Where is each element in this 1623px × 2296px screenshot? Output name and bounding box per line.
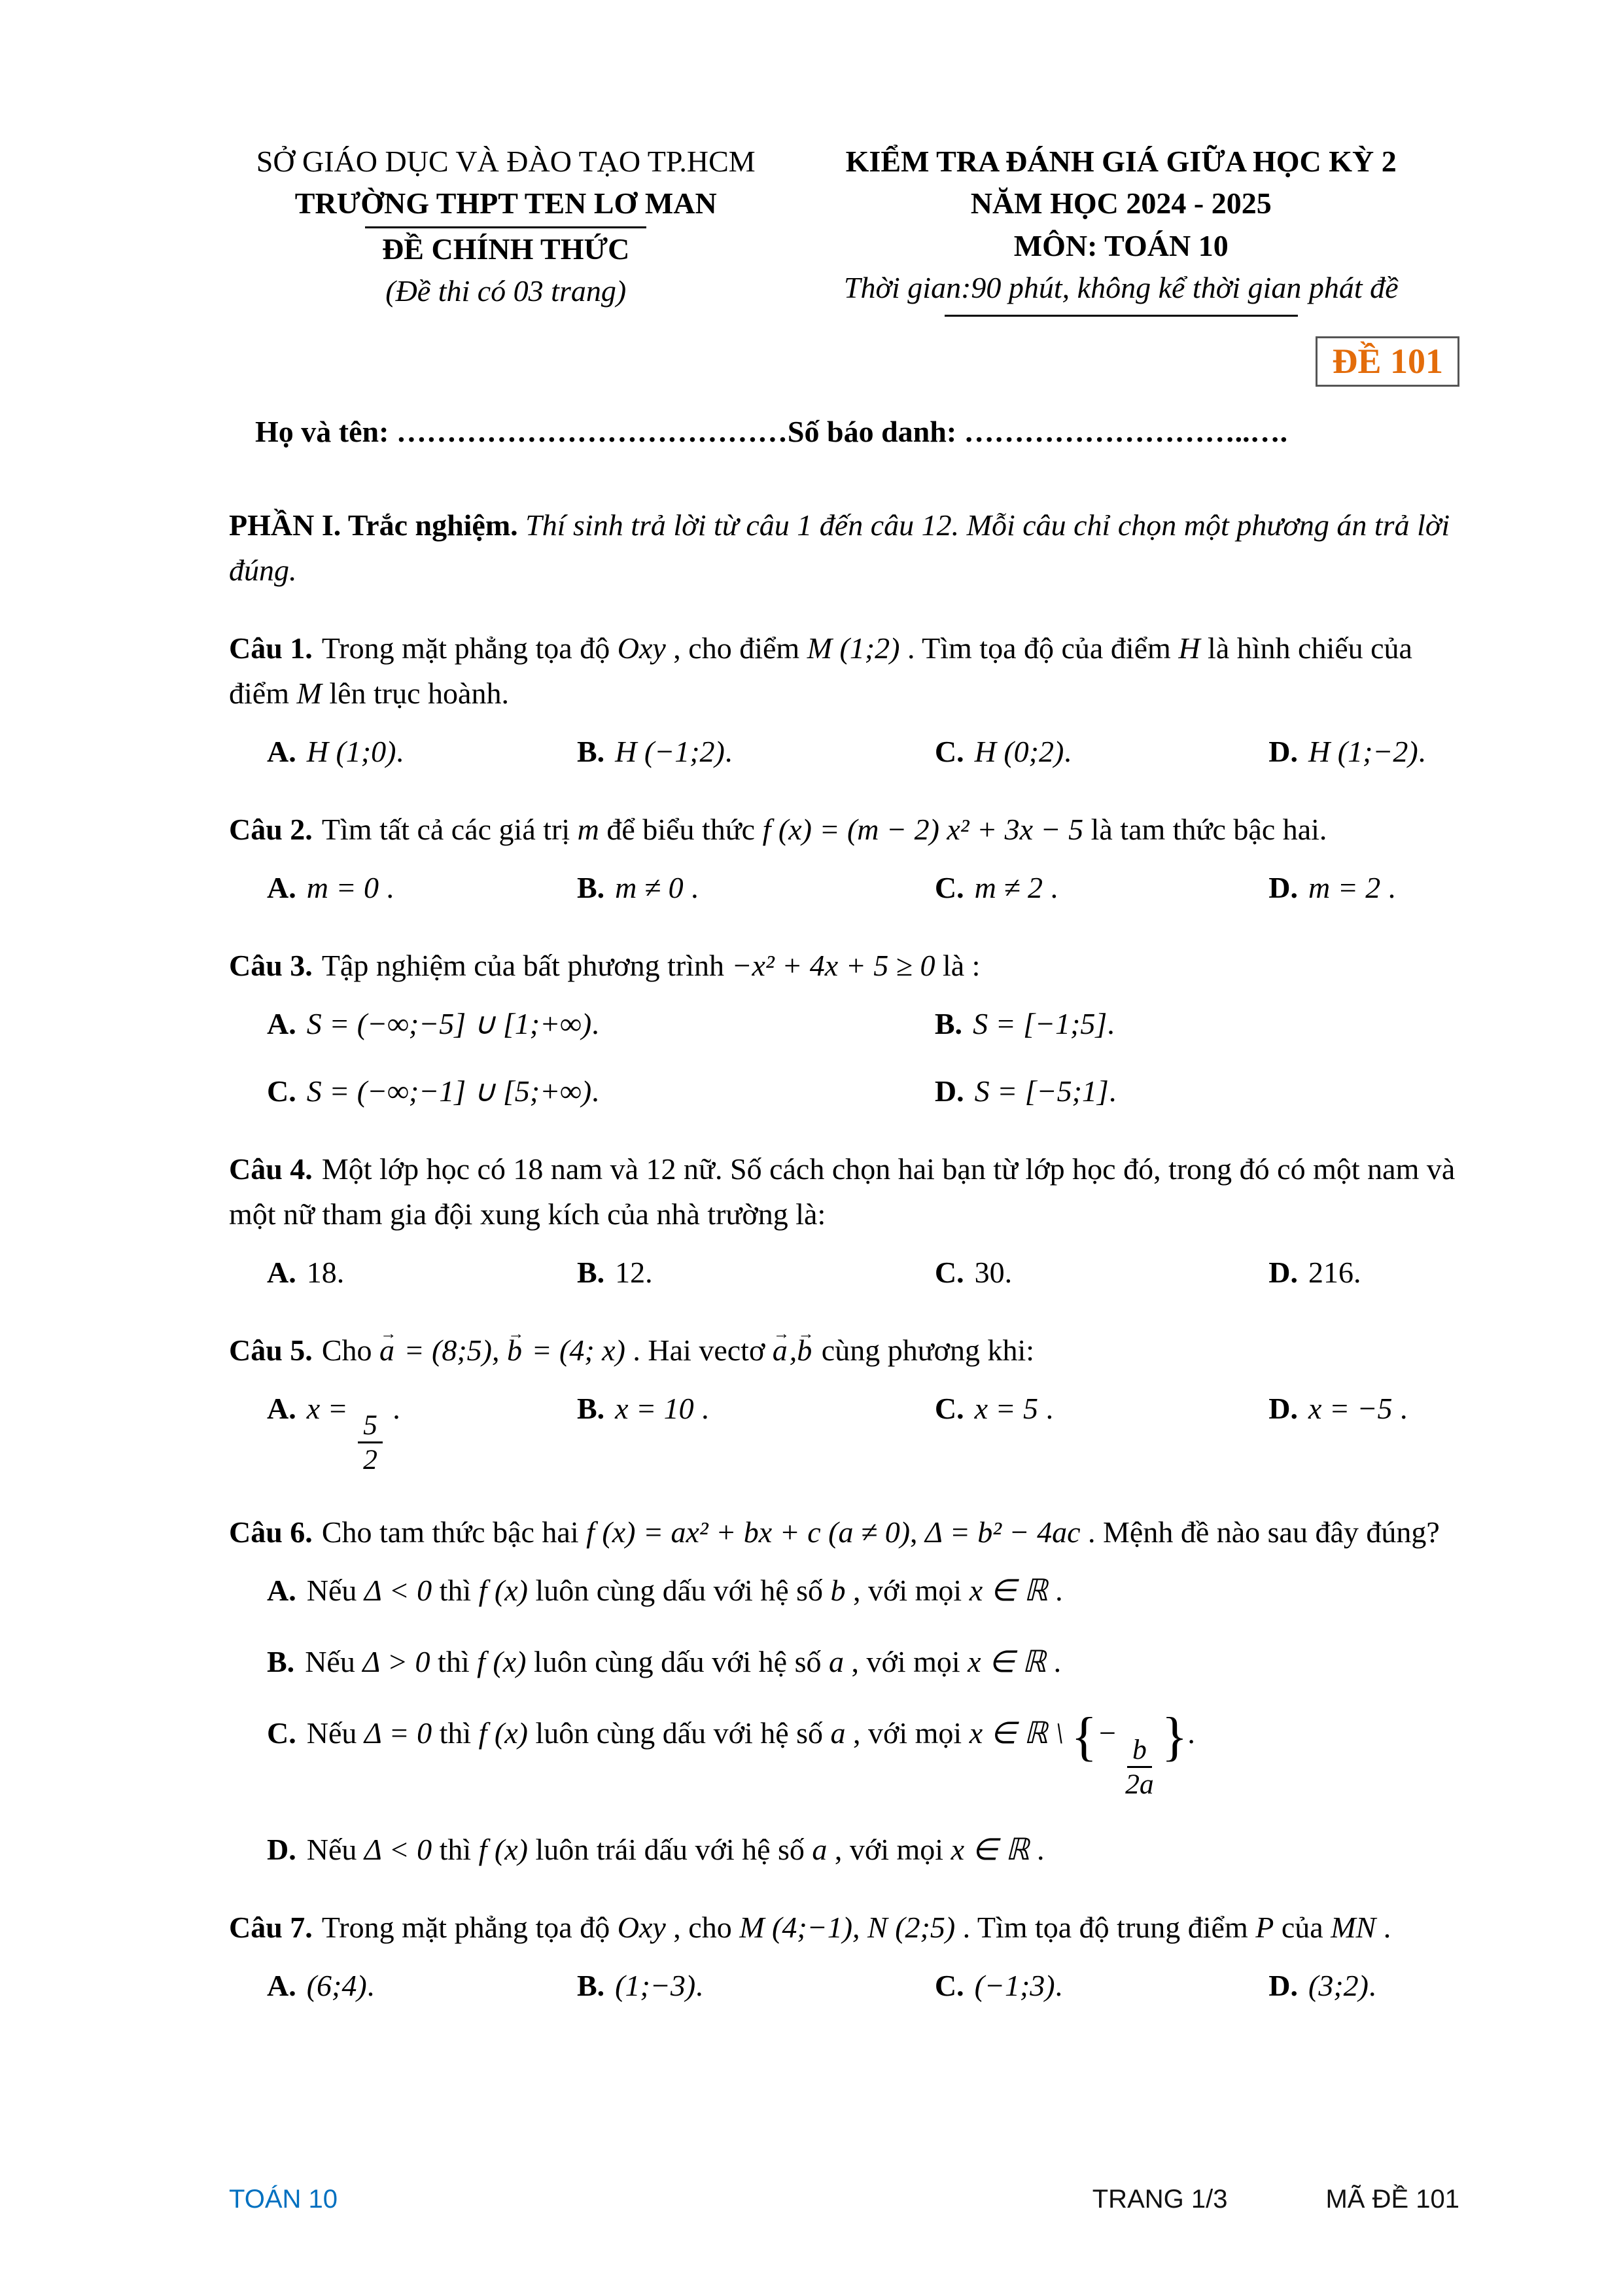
question-3-answers bbox=[229, 1001, 1459, 1114]
page-count-note: (Đề thi có 03 trang) bbox=[385, 274, 627, 308]
answer-text: 216. bbox=[1308, 1256, 1361, 1290]
answer-label: B. bbox=[576, 1256, 605, 1290]
question-7 bbox=[229, 1905, 1459, 2008]
question-2 bbox=[229, 807, 1459, 910]
answer-option-b[interactable] bbox=[577, 865, 935, 910]
answer-text: 12. bbox=[615, 1256, 653, 1290]
section-label: PHẦN I. Trắc nghiệm. bbox=[229, 508, 518, 542]
answer-option-d[interactable] bbox=[1268, 865, 1459, 910]
question-7-answers bbox=[229, 1963, 1459, 2008]
header-right-divider bbox=[945, 313, 1298, 317]
answer-text: H (1;0). bbox=[306, 735, 404, 769]
answer-text: S = (−∞;−1] ∪ [5;+∞). bbox=[306, 1074, 599, 1108]
answer-option-d[interactable] bbox=[1268, 1963, 1459, 2008]
answer-text: x = 10 . bbox=[615, 1392, 709, 1426]
question-5-label: Câu 5. bbox=[229, 1333, 313, 1368]
answer-option-c[interactable] bbox=[935, 1386, 1268, 1477]
question-3-text: Tập nghiệm của bất phương trình −x² + 4x + 5 ≥ 0 là : bbox=[321, 949, 981, 983]
answer-option-c[interactable] bbox=[267, 1706, 1459, 1801]
answer-text: S = (−∞;−5] ∪ [1;+∞). bbox=[306, 1007, 599, 1041]
answer-label: B. bbox=[576, 735, 605, 769]
question-5-answers bbox=[229, 1386, 1459, 1477]
answer-label: A. bbox=[267, 735, 296, 769]
answer-option-c[interactable] bbox=[935, 865, 1268, 910]
answer-text: (6;4). bbox=[306, 1969, 375, 2003]
answer-option-c[interactable] bbox=[935, 1250, 1268, 1295]
id-label: Số báo danh: bbox=[787, 415, 964, 449]
section-heading bbox=[229, 503, 1459, 593]
badge-row bbox=[229, 336, 1459, 387]
answer-text: 30. bbox=[974, 1256, 1013, 1290]
answer-text: (−1;3). bbox=[974, 1969, 1063, 2003]
footer-page-number: TRANG 1/3 bbox=[1092, 2185, 1228, 2214]
answer-option-a[interactable] bbox=[267, 1001, 935, 1046]
issuer-department: SỞ GIÁO DỤC VÀ ĐÀO TẠO TP.HCM bbox=[256, 145, 756, 178]
school-year: NĂM HỌC 2024 - 2025 bbox=[970, 186, 1272, 221]
answer-label: A. bbox=[267, 871, 296, 905]
answer-option-b[interactable] bbox=[577, 729, 935, 774]
answer-text: Nếu Δ > 0 thì f (x) luôn cùng dấu với hệ số a , với mọi x ∈ ℝ . bbox=[305, 1644, 1062, 1678]
question-7-label: Câu 7. bbox=[229, 1911, 313, 1945]
question-2-stem bbox=[229, 807, 1459, 852]
answer-option-d[interactable] bbox=[1268, 729, 1459, 774]
exam-title: KIỂM TRA ĐÁNH GIÁ GIỮA HỌC KỲ 2 bbox=[845, 145, 1397, 178]
page-footer bbox=[229, 2180, 1459, 2219]
answer-label: A. bbox=[267, 1573, 296, 1607]
answer-option-d[interactable] bbox=[267, 1827, 1459, 1872]
duration-note: Thời gian:90 phút, không kể thời gian phát đề bbox=[843, 271, 1399, 305]
question-3 bbox=[229, 943, 1459, 1114]
answer-option-d[interactable] bbox=[1268, 1250, 1459, 1295]
exam-header bbox=[229, 141, 1459, 317]
answer-option-d[interactable] bbox=[935, 1069, 1459, 1114]
answer-label: D. bbox=[1268, 735, 1299, 769]
answer-label: B. bbox=[267, 1644, 295, 1678]
answer-text: x = 5 . bbox=[974, 1392, 1054, 1426]
issuer-school: TRƯỜNG THPT TEN LƠ MAN bbox=[294, 186, 717, 221]
official-exam-label: ĐỀ CHÍNH THỨC bbox=[382, 232, 630, 266]
answer-label: C. bbox=[934, 735, 964, 769]
question-1 bbox=[229, 626, 1459, 774]
answer-label: C. bbox=[934, 1969, 964, 2003]
answer-label: C. bbox=[934, 1392, 964, 1426]
answer-option-b[interactable] bbox=[577, 1386, 935, 1477]
question-5-text: Cho a → = (8;5), b → = (4; x) . Hai vectơ a →,b → cùng phương khi: bbox=[322, 1333, 1034, 1367]
answer-option-b[interactable] bbox=[267, 1639, 1459, 1684]
answer-text: Nếu Δ < 0 thì f (x) luôn cùng dấu với hệ số b , với mọi x ∈ ℝ . bbox=[306, 1573, 1063, 1607]
header-exam-block bbox=[782, 141, 1459, 317]
answer-option-a[interactable] bbox=[267, 1963, 577, 2008]
question-7-stem bbox=[229, 1905, 1459, 1950]
question-6-label: Câu 6. bbox=[229, 1515, 313, 1549]
answer-option-b[interactable] bbox=[577, 1250, 935, 1295]
answer-text: Nếu Δ = 0 thì f (x) luôn cùng dấu với hệ số a , với mọi x ∈ ℝ \ {− $\frac{b}{2a}$ }. bbox=[306, 1706, 1195, 1800]
question-1-answers bbox=[229, 729, 1459, 774]
question-7-text: Trong mặt phẳng tọa độ Oxy , cho M (4;−1), N (2;5) . Tìm tọa độ trung điểm P của MN . bbox=[321, 1911, 1391, 1945]
answer-option-a[interactable] bbox=[267, 865, 577, 910]
answer-text: S = [−1;5]. bbox=[973, 1007, 1115, 1041]
answer-option-a[interactable] bbox=[267, 1568, 1459, 1613]
question-5-stem bbox=[229, 1328, 1459, 1373]
answer-text: H (1;−2). bbox=[1308, 735, 1426, 769]
subject-line: MÔN: TOÁN 10 bbox=[1013, 228, 1229, 262]
answer-text: x = −5 . bbox=[1308, 1392, 1408, 1426]
question-6-answers bbox=[229, 1568, 1459, 1873]
answer-label: A. bbox=[267, 1256, 296, 1290]
answer-label: B. bbox=[576, 1392, 605, 1426]
answer-text: m ≠ 2 . bbox=[974, 871, 1058, 905]
student-info-line bbox=[255, 409, 1459, 454]
answer-label: D. bbox=[1268, 871, 1299, 905]
question-2-label: Câu 2. bbox=[229, 813, 313, 847]
answer-text: (3;2). bbox=[1308, 1969, 1376, 2003]
question-4-label: Câu 4. bbox=[229, 1152, 313, 1186]
answer-option-c[interactable] bbox=[267, 1069, 935, 1114]
question-4-answers bbox=[229, 1250, 1459, 1295]
answer-text: m = 0 . bbox=[306, 871, 394, 905]
answer-label: A. bbox=[267, 1392, 296, 1426]
name-dotted-field[interactable]: ………………………………… bbox=[396, 415, 788, 449]
answer-label: B. bbox=[576, 871, 605, 905]
footer-exam-code: MÃ ĐỀ 101 bbox=[1325, 2185, 1459, 2214]
question-6 bbox=[229, 1510, 1459, 1873]
footer-right-group bbox=[1092, 2180, 1459, 2219]
answer-label: A. bbox=[267, 1969, 296, 2003]
question-2-answers bbox=[229, 865, 1459, 910]
answer-label: B. bbox=[934, 1007, 963, 1041]
answer-option-b[interactable] bbox=[935, 1001, 1459, 1046]
answer-option-a[interactable] bbox=[267, 1250, 577, 1295]
id-dotted-field[interactable]: ………………………..…. bbox=[964, 415, 1288, 449]
answer-label: C. bbox=[267, 1716, 296, 1750]
answer-option-a[interactable] bbox=[267, 729, 577, 774]
answer-label: C. bbox=[934, 871, 964, 905]
answer-text: 18. bbox=[306, 1256, 345, 1290]
answer-label: D. bbox=[267, 1833, 296, 1867]
answer-label: B. bbox=[576, 1969, 605, 2003]
question-5 bbox=[229, 1328, 1459, 1477]
question-1-label: Câu 1. bbox=[229, 631, 313, 665]
answer-option-b[interactable] bbox=[577, 1963, 935, 2008]
answer-text: m ≠ 0 . bbox=[615, 871, 699, 905]
answer-text: H (0;2). bbox=[974, 735, 1072, 769]
footer-subject: TOÁN 10 bbox=[229, 2185, 338, 2214]
answer-text: m = 2 . bbox=[1308, 871, 1396, 905]
question-6-stem bbox=[229, 1510, 1459, 1555]
question-2-text: Tìm tất cả các giá trị m để biểu thức f (x) = (m − 2) x² + 3x − 5 là tam thức bậc hai. bbox=[321, 813, 1327, 847]
answer-option-d[interactable] bbox=[1268, 1386, 1459, 1477]
exam-code-badge: ĐỀ 101 bbox=[1316, 336, 1459, 387]
question-1-stem bbox=[229, 626, 1459, 716]
answer-text: (1;−3). bbox=[615, 1969, 703, 2003]
question-4-text: Một lớp học có 18 nam và 12 nữ. Số cách chọn hai bạn từ lớp học đó, trong đó có một nam và một nữ tham gia đội xung kích của nhà trường là: bbox=[229, 1152, 1456, 1231]
question-4-stem bbox=[229, 1146, 1459, 1237]
answer-label: D. bbox=[934, 1074, 964, 1108]
section-instructions: Thí sinh trả lời từ câu 1 đến câu 12. Mỗi câu chỉ chọn một phương án trả lời đúng. bbox=[229, 508, 1450, 588]
answer-label: D. bbox=[1268, 1256, 1299, 1290]
answer-label: A. bbox=[267, 1007, 296, 1041]
answer-text: S = [−5;1]. bbox=[974, 1074, 1117, 1108]
answer-option-c[interactable] bbox=[935, 729, 1268, 774]
answer-label: C. bbox=[934, 1256, 964, 1290]
answer-label: D. bbox=[1268, 1392, 1299, 1426]
question-1-text: Trong mặt phẳng tọa độ Oxy , cho điểm M (1;2) . Tìm tọa độ của điểm H là hình chiếu của điểm M lên trục hoành. bbox=[229, 631, 1412, 711]
answer-option-c[interactable] bbox=[935, 1963, 1268, 2008]
answer-label: D. bbox=[1268, 1969, 1299, 2003]
name-label: Họ và tên: bbox=[255, 415, 396, 449]
answer-option-a[interactable] bbox=[267, 1386, 577, 1477]
question-4 bbox=[229, 1146, 1459, 1295]
answer-text: H (−1;2). bbox=[615, 735, 733, 769]
question-6-text: Cho tam thức bậc hai f (x) = ax² + bx + c (a ≠ 0), Δ = b² − 4ac . Mệnh đề nào sau đây đúng? bbox=[321, 1515, 1440, 1549]
answer-text: x = $\frac{5}{2}$ . bbox=[306, 1392, 400, 1476]
answer-text: Nếu Δ < 0 thì f (x) luôn trái dấu với hệ số a , với mọi x ∈ ℝ . bbox=[306, 1833, 1045, 1867]
answer-label: C. bbox=[267, 1074, 296, 1108]
header-issuer-block bbox=[229, 141, 782, 317]
question-3-label: Câu 3. bbox=[229, 949, 313, 983]
question-3-stem bbox=[229, 943, 1459, 988]
